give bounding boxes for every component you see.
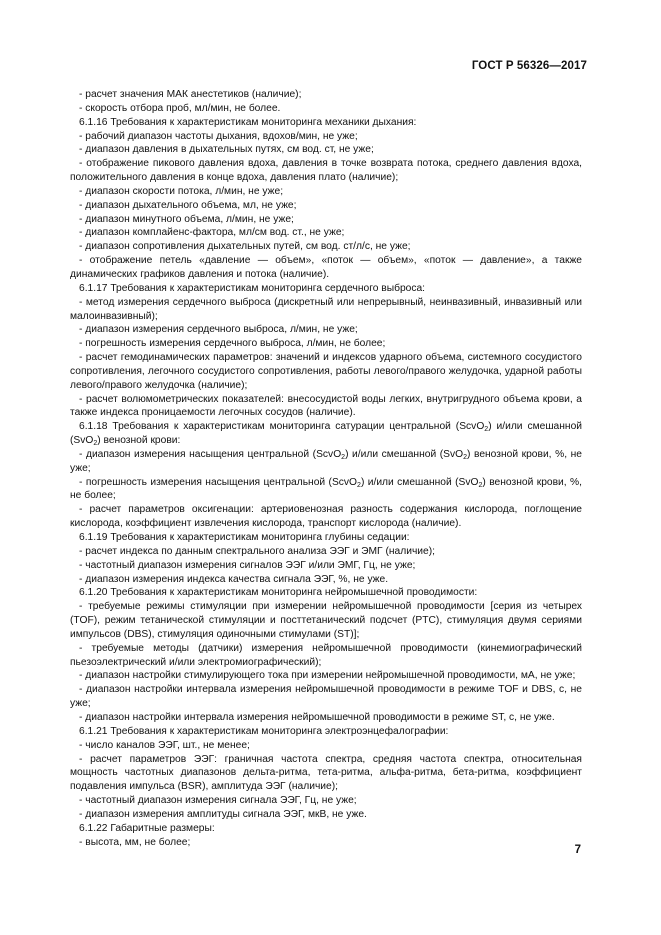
paragraph: - расчет волюмометрических показателей: внесосудистой воды легких, внутригрудного объема крови, а также индекса проницаемости легочных сосудов (наличие).: [70, 393, 582, 419]
paragraph: - диапазон комплайенс-фактора, мл/см вод. ст., не уже;: [79, 227, 345, 239]
section-heading: 6.1.22 Габаритные размеры:: [79, 822, 215, 834]
paragraph: - расчет параметров ЭЭГ: граничная частота спектра, средняя частота спектра, относительная мощность частотных диапазонов дельта-ритма, тета-ритма, альфа-ритма, бета-ритма, коэффициент подавления импульса (BSR), амплитуда ЭЭГ (наличие);: [70, 753, 582, 793]
document-code-header: ГОСТ Р 56326—2017: [471, 60, 587, 72]
paragraph: - погрешность измерения сердечного выброса, л/мин, не более;: [79, 338, 386, 350]
paragraph: - диапазон сопротивления дыхательных путей, см вод. ст/л/с, не уже;: [79, 241, 411, 253]
paragraph: - диапазон дыхательного объема, мл, не уже;: [79, 199, 297, 211]
page-number: 7: [574, 844, 581, 856]
paragraph: - расчет параметров оксигенации: артериовенозная разность содержания кислорода, поглощение кислорода, коэффициент извлечения кислорода, транспорт кислорода (наличие).: [70, 504, 582, 530]
paragraph: - диапазон измерения сердечного выброса, л/мин, не уже;: [79, 324, 358, 336]
paragraph: - диапазон скорости потока, л/мин, не уже;: [79, 185, 284, 197]
paragraph: - диапазон давления в дыхательных путях, см вод. ст, не уже;: [79, 144, 374, 156]
paragraph: - диапазон минутного объема, л/мин, не уже;: [79, 213, 294, 225]
paragraph: - требуемые режимы стимуляции при измерении нейромышечной проводимости [серия из четырех (TOF), режим тетанической стимуляции и посттетанический подсчет (PTC), стимуляция двумя сериями импульсов (DBS), стимуляция одиночными стимулами (ST)];: [70, 601, 582, 640]
paragraph: - расчет гемодинамических параметров: значений и индексов ударного объема, системного сосудистого сопротивления, легочного сосудистого сопротивления, работы левого/правого желудочка, ударной работы левого/правого желудочка (наличие);: [70, 352, 582, 391]
paragraph: - частотный диапазон измерения сигналов ЭЭГ и/или ЭМГ, Гц, не уже;: [79, 559, 416, 571]
paragraph: - расчет значения МАК анестетиков (наличие);: [79, 89, 302, 100]
paragraph: - метод измерения сердечного выброса (дискретный или непрерывный, неинвазивный, инвазивный или малоинвазивный);: [70, 296, 582, 322]
paragraph: - погрешность измерения насыщения центральной (ScvO$_2$) и/или смешанной (SvO$_2$) венозной крови, %, не более;: [70, 476, 582, 502]
section-heading: 6.1.21 Требования к характеристикам мониторинга электроэнцефалографии:: [79, 725, 449, 737]
paragraph: - отображение петель «давление — объем», «поток — объем», «поток — давление», а также динамических графиков давления и потока (наличие).: [70, 255, 582, 280]
paragraph: - диапазон настройки стимулирующего тока при измерении нейромышечной проводимости, мА, не уже;: [79, 670, 576, 682]
paragraph: - диапазон измерения насыщения центральной (ScvO$_2$) и/или смешанной (SvO$_2$) венозной крови, %, не уже;: [70, 448, 582, 474]
paragraph: - диапазон настройки интервала измерения нейромышечной проводимости в режиме TOF и DBS, с, не уже;: [70, 684, 582, 710]
paragraph: - диапазон измерения индекса качества сигнала ЭЭГ, %, не уже.: [79, 573, 389, 585]
paragraph: - расчет индекса по данным спектрального анализа ЭЭГ и ЭМГ (наличие);: [79, 545, 435, 557]
paragraph: - частотный диапазон измерения сигнала ЭЭГ, Гц, не уже;: [79, 795, 357, 807]
paragraph: - число каналов ЭЭГ, шт., не менее;: [79, 739, 250, 751]
paragraph: - требуемые методы (датчики) измерения нейромышечной проводимости (кинемиографический пьезоэлектрический и/или электромиографический);: [70, 642, 582, 668]
section-heading: 6.1.18 Требования к характеристикам мониторинга сатурации центральной (ScvO$_2$) и/или смешанной (SvO$_2$) венозной крови:: [70, 421, 582, 448]
paragraph: - диапазон измерения амплитуды сигнала ЭЭГ, мкВ, не уже.: [79, 808, 367, 820]
paragraph: - отображение пикового давления вдоха, давления в точке возврата потока, среднего давления вдоха, положительного давления в конце вдоха, давления плато (наличие);: [70, 158, 582, 184]
section-heading: 6.1.19 Требования к характеристикам мониторинга глубины седации:: [79, 532, 410, 543]
section-heading: 6.1.16 Требования к характеристикам мониторинга механики дыхания:: [79, 116, 417, 128]
section-heading: 6.1.17 Требования к характеристикам мониторинга сердечного выброса:: [79, 282, 426, 294]
paragraph: - высота, мм, не более;: [79, 836, 191, 848]
paragraph: - рабочий диапазон частоты дыхания, вдохов/мин, не уже;: [79, 130, 358, 142]
paragraph: - диапазон настройки интервала измерения нейромышечной проводимости в режиме ST, с, не уже.: [79, 711, 555, 723]
section-heading: 6.1.20 Требования к характеристикам мониторинга нейромышечной проводимости:: [79, 587, 478, 599]
paragraph: - скорость отбора проб, мл/мин, не более.: [79, 102, 281, 114]
document-body: [70, 88, 582, 849]
